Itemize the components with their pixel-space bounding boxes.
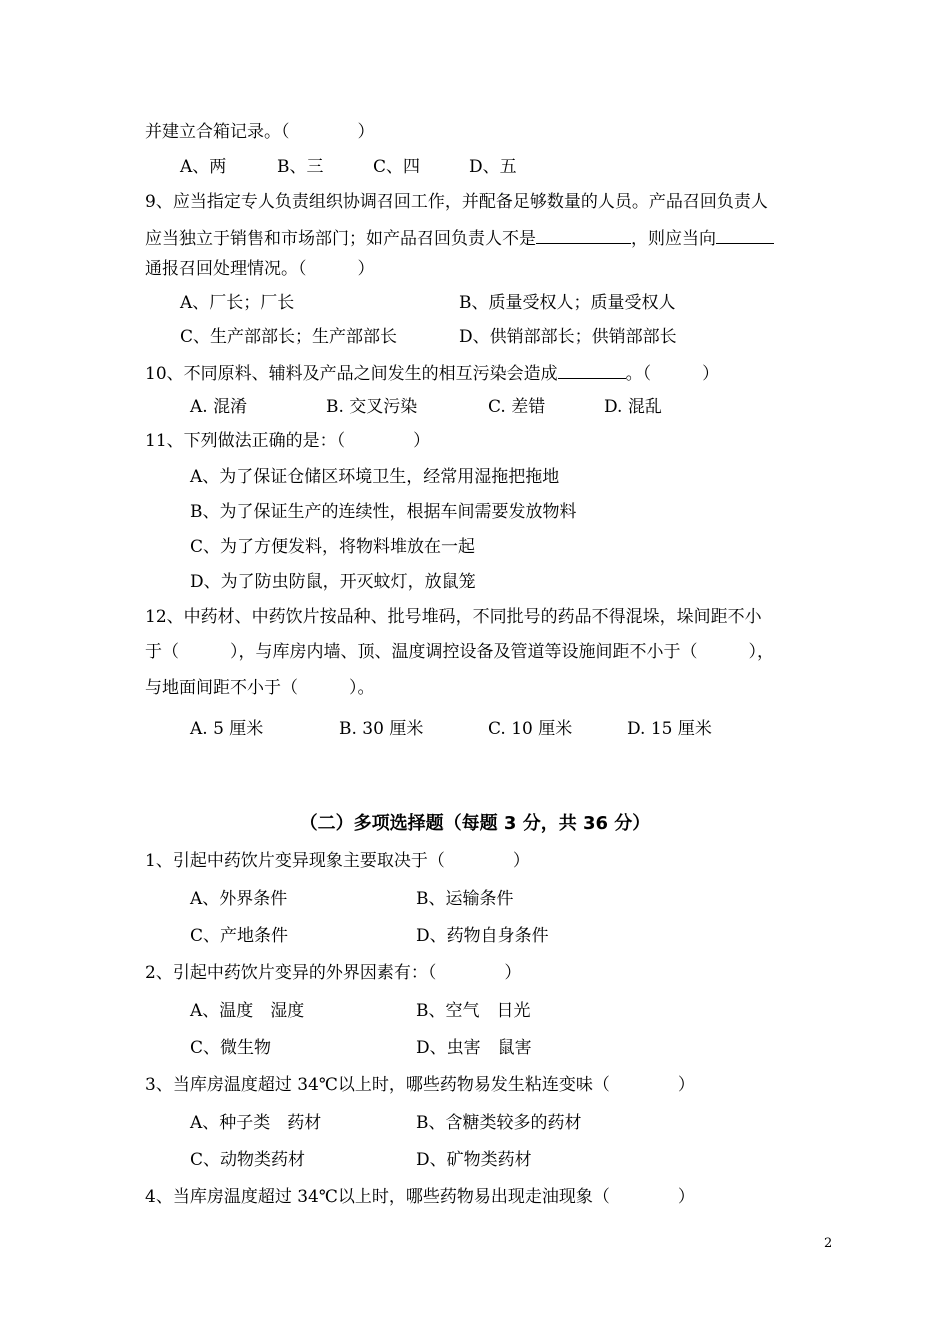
- q12-option-d: D. 15 厘米: [627, 719, 712, 739]
- m3-stem: 3、当库房温度超过 34℃以上时，哪些药物易发生粘连变味（ ）: [145, 1075, 695, 1095]
- q8-stem-continuation: 并建立合箱记录。（ ）: [145, 122, 375, 142]
- m3-option-a: A、种子类 药材: [190, 1113, 322, 1133]
- m1-stem: 1、引起中药饮片变异现象主要取决于（ ）: [145, 851, 530, 871]
- m1-option-a: A、外界条件: [190, 889, 288, 909]
- q8-option-a: A、两: [180, 157, 227, 177]
- m3-option-d: D、矿物类药材: [416, 1150, 532, 1170]
- q8-option-b: B、三: [277, 157, 324, 177]
- q9-text-b: ，则应当向: [631, 229, 716, 249]
- q11-option-a: A、为了保证仓储区环境卫生，经常用湿拖把拖地: [190, 467, 560, 487]
- q12-stem-line1: 12、中药材、中药饮片按品种、批号堆码，不同批号的药品不得混垛，垛间距不小: [145, 607, 762, 627]
- q10-text-b: 。（ ）: [625, 364, 720, 384]
- q11-option-b: B、为了保证生产的连续性，根据车间需要发放物料: [190, 502, 577, 522]
- m2-option-c: C、微生物: [190, 1038, 272, 1058]
- m2-option-d: D、虫害 鼠害: [416, 1038, 532, 1058]
- q9-stem-line2: [145, 226, 774, 250]
- q9-blank-1: [536, 226, 631, 244]
- q9-option-c: C、生产部部长；生产部部长: [180, 327, 398, 347]
- m1-option-b: B、运输条件: [416, 889, 514, 909]
- q12-option-a: A. 5 厘米: [190, 719, 264, 739]
- q9-stem-line3: 通报召回处理情况。（ ）: [145, 259, 375, 279]
- q9-stem-line1: 9、应当指定专人负责组织协调召回工作，并配备足够数量的人员。产品召回负责人: [145, 192, 768, 212]
- m4-stem: 4、当库房温度超过 34℃以上时，哪些药物易出现走油现象（ ）: [145, 1187, 695, 1207]
- q10-text-a: 10、不同原料、辅料及产品之间发生的相互污染会造成: [145, 364, 558, 384]
- q12-stem-line3: 与地面间距不小于（ ）。: [145, 678, 375, 698]
- m1-option-c: C、产地条件: [190, 926, 289, 946]
- q10-stem: [145, 361, 719, 385]
- m2-option-a: A、温度 湿度: [190, 1001, 305, 1021]
- q11-option-d: D、为了防虫防鼠，开灭蚊灯，放鼠笼: [190, 572, 476, 592]
- q9-option-b: B、质量受权人；质量受权人: [459, 293, 676, 313]
- q10-option-a: A. 混淆: [190, 397, 248, 417]
- m2-stem: 2、引起中药饮片变异的外界因素有：（ ）: [145, 963, 522, 983]
- m1-option-d: D、药物自身条件: [416, 926, 549, 946]
- q12-stem-line2: 于（ ），与库房内墙、顶、温度调控设备及管道等设施间距不小于（ ），: [145, 642, 774, 662]
- m3-option-b: B、含糖类较多的药材: [416, 1113, 582, 1133]
- q9-text-a: 应当独立于销售和市场部门；如产品召回负责人不是: [145, 229, 536, 249]
- page-number: 2: [824, 1236, 833, 1251]
- q10-option-d: D. 混乱: [604, 397, 662, 417]
- q8-option-d: D、五: [469, 157, 517, 177]
- section-heading-multiple-choice: （二）多项选择题（每题 3 分，共 36 分）: [299, 813, 651, 834]
- q10-blank: [558, 361, 626, 379]
- q11-stem: 11、下列做法正确的是：（ ）: [145, 431, 431, 451]
- q12-option-b: B. 30 厘米: [339, 719, 424, 739]
- m3-option-c: C、动物类药材: [190, 1150, 306, 1170]
- q8-option-c: C、四: [373, 157, 421, 177]
- q11-option-c: C、为了方便发料，将物料堆放在一起: [190, 537, 476, 557]
- q12-option-c: C. 10 厘米: [488, 719, 573, 739]
- q9-option-a: A、厂长；厂长: [180, 293, 295, 313]
- q10-option-b: B. 交叉污染: [326, 397, 418, 417]
- q9-blank-2: [716, 226, 774, 244]
- q10-option-c: C. 差错: [488, 397, 546, 417]
- q9-option-d: D、供销部部长；供销部部长: [459, 327, 677, 347]
- m2-option-b: B、空气 日光: [416, 1001, 531, 1021]
